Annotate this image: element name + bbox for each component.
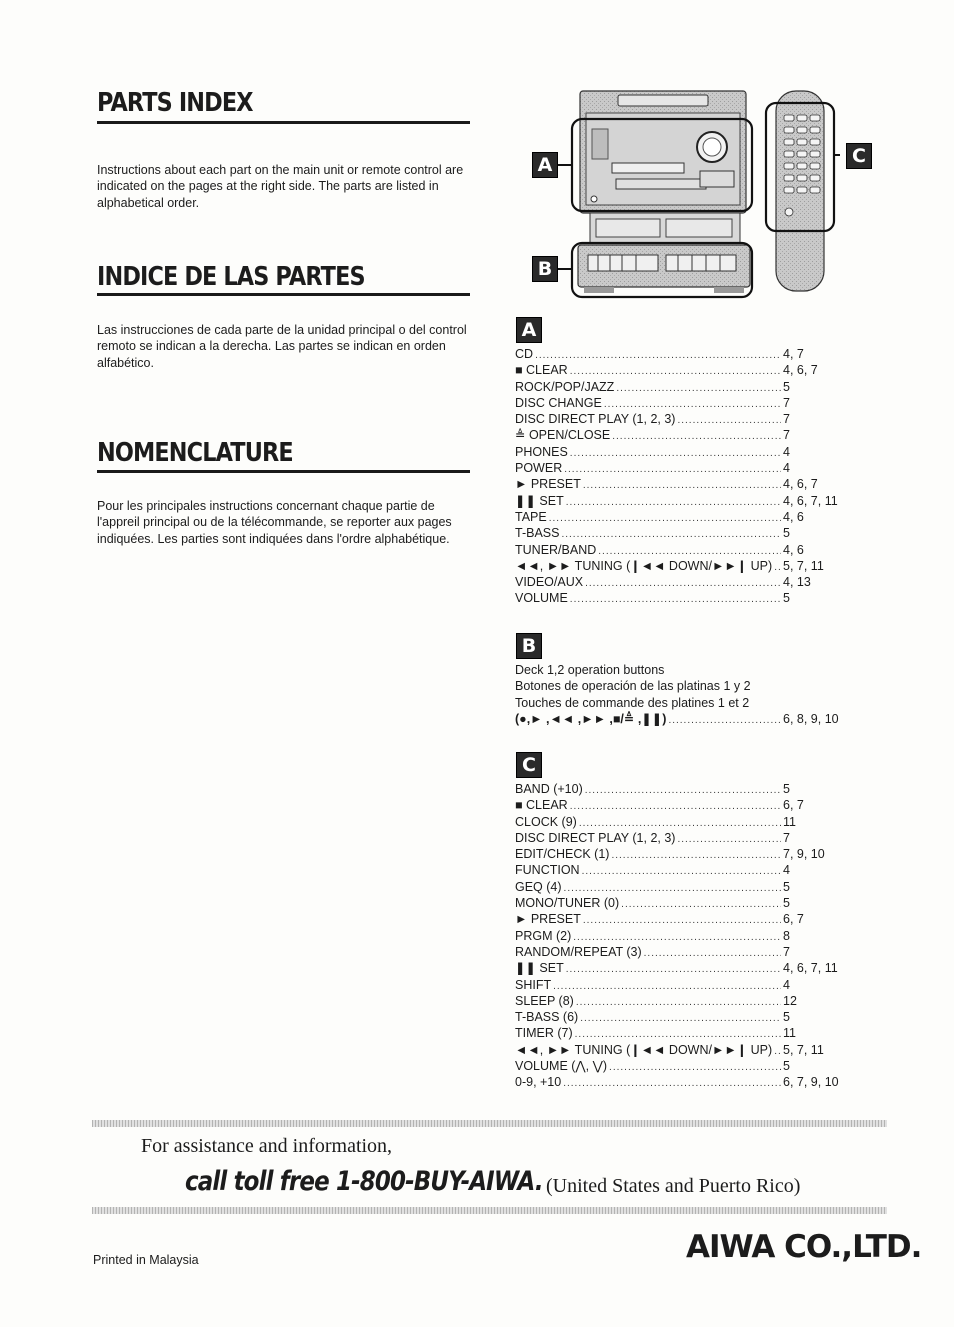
item-label: T-BASS (6)	[515, 1010, 579, 1025]
list-item	[515, 460, 845, 476]
item-pages: 5	[783, 1010, 790, 1025]
main-unit-drawing	[578, 91, 750, 293]
item-label: VOLUME (⋀, ⋁)	[515, 1059, 608, 1074]
company-name: AIWA CO.,LTD.	[686, 1229, 922, 1265]
item-pages: 5, 7, 11	[783, 558, 824, 573]
item-label: ◄◄, ►► TUNING (❙◄◄ DOWN/►►❙ UP)	[515, 1042, 773, 1057]
list-item	[515, 977, 845, 993]
item-pages: 7, 9, 10	[783, 847, 825, 862]
item-pages: 11	[783, 1026, 796, 1041]
title-underline	[97, 470, 470, 473]
leader-dots	[585, 783, 781, 799]
item-pages: 4, 6	[783, 542, 804, 557]
leader-dots	[563, 1076, 781, 1092]
list-item	[515, 911, 845, 927]
deck-desc-es: Botones de operación de las platinas 1 y 2	[515, 679, 751, 694]
item-label: EDIT/CHECK (1)	[515, 847, 610, 862]
item-pages: 5	[783, 591, 790, 606]
item-label: DISC CHANGE	[515, 395, 602, 410]
item-label: ► PRESET	[515, 912, 581, 927]
leader-dots	[570, 446, 781, 462]
list-item	[515, 574, 845, 590]
item-label: VIDEO/AUX	[515, 575, 584, 590]
list-item	[515, 444, 845, 460]
list-item	[515, 1042, 845, 1058]
nomenclature-text: Pour les principales instructions concernant chaque partie de l'appreil principal ou de la télécommande, se reporter aux pages indiquées. Les parties sont indiquées dans l'ordre alphabétique.	[97, 499, 452, 546]
item-label: ROCK/POP/JAZZ	[515, 379, 615, 394]
list-item	[515, 411, 845, 427]
callout-b: B	[532, 256, 558, 282]
list-item	[515, 542, 845, 558]
leader-dots	[677, 413, 781, 429]
item-pages: 5	[783, 526, 790, 541]
item-label: PRGM (2)	[515, 928, 572, 943]
leader-dots	[644, 946, 781, 962]
leader-dots	[583, 478, 781, 494]
item-label: DISC DIRECT PLAY (1, 2, 3)	[515, 412, 676, 427]
list-item	[515, 1009, 845, 1025]
deck-desc-fr: Touches de commande des platines 1 et 2	[515, 695, 750, 710]
callout-c: C	[846, 143, 872, 169]
item-label: CLOCK (9)	[515, 814, 577, 829]
remote-control-drawing	[776, 91, 824, 291]
item-label: SHIFT	[515, 977, 552, 992]
section-b-badge: B	[516, 633, 542, 659]
item-pages: 5, 7, 11	[783, 1042, 824, 1057]
item-pages: 6, 7, 9, 10	[783, 1075, 839, 1090]
toll-free-number: call toll free 1-800-BUY-AIWA.	[185, 1166, 543, 1197]
item-pages: 12	[783, 993, 797, 1008]
item-label: PHONES	[515, 444, 568, 459]
list-item	[515, 1025, 845, 1041]
title-underline	[97, 293, 470, 296]
item-pages: 4, 6, 7, 11	[783, 493, 838, 508]
leader-dots	[564, 462, 781, 478]
item-pages: 4, 7	[783, 347, 804, 361]
list-item	[515, 509, 845, 525]
leader-dots	[580, 1011, 781, 1027]
list-item	[515, 476, 845, 492]
list-item	[515, 814, 845, 830]
item-pages: 4	[783, 977, 790, 992]
item-label: TAPE	[515, 509, 547, 524]
list-item	[515, 346, 845, 362]
item-pages: 5	[783, 782, 790, 796]
list-item	[515, 362, 845, 378]
item-pages: 5	[783, 1059, 790, 1074]
leader-dots	[576, 995, 781, 1011]
leader-dots	[611, 848, 781, 864]
parts-index-text: Instructions about each part on the main unit or remote control are indicated on the pages at the right side. The parts are listed in alphabetical order.	[97, 163, 464, 210]
indice-title: INDICE DE LAS PARTES	[97, 262, 365, 292]
leader-dots	[570, 592, 781, 608]
list-item	[515, 590, 845, 606]
leader-dots	[774, 1044, 781, 1060]
list-item	[515, 830, 845, 846]
section-a-badge: A	[516, 317, 542, 343]
item-label: ► PRESET	[515, 477, 581, 492]
item-pages: 4	[783, 863, 790, 878]
item-pages: 8	[783, 928, 790, 943]
list-item	[515, 427, 845, 443]
item-pages: 7	[783, 412, 790, 427]
item-pages: 7	[783, 944, 790, 959]
item-label: ◄◄, ►► TUNING (❙◄◄ DOWN/►►❙ UP)	[515, 558, 773, 573]
item-pages: 11	[783, 814, 796, 829]
region-note: (United States and Puerto Rico)	[546, 1175, 801, 1197]
item-pages: 5	[783, 896, 790, 911]
item-label: ■ CLEAR	[515, 363, 568, 378]
item-label: MONO/TUNER (0)	[515, 896, 620, 911]
index-b-list	[515, 662, 845, 727]
list-item	[515, 525, 845, 541]
leader-dots	[609, 1060, 781, 1076]
list-item	[515, 1058, 845, 1074]
item-pages: 4, 6	[783, 509, 804, 524]
leader-dots	[566, 495, 781, 511]
item-label: ❚❚ SET	[515, 961, 564, 976]
leader-dots	[566, 962, 781, 978]
list-item	[515, 846, 845, 862]
item-label: ❚❚ SET	[515, 493, 564, 508]
item-pages: 6, 7	[783, 912, 804, 927]
item-pages: 4, 6, 7	[783, 363, 818, 378]
list-item	[515, 558, 845, 574]
item-pages: 6, 8, 9, 10	[783, 711, 839, 726]
item-label: POWER	[515, 461, 563, 476]
list-item	[515, 379, 845, 395]
leader-dots	[570, 799, 781, 815]
leader-dots	[612, 429, 781, 445]
item-pages: 7	[783, 395, 790, 410]
footer-stripe	[92, 1120, 887, 1127]
item-label: VOLUME	[515, 591, 568, 606]
item-label: ≜ OPEN/CLOSE	[515, 428, 611, 443]
indice-text: Las instrucciones de cada parte de la unidad principal o del control remoto se indican a la derecha. Las partes se indican en orden alfabético.	[97, 323, 467, 370]
leader-dots	[549, 511, 781, 527]
leader-dots	[553, 979, 781, 995]
list-item	[515, 711, 845, 727]
nomenclature-title: NOMENCLATURE	[97, 438, 293, 468]
item-label: SLEEP (8)	[515, 993, 574, 1008]
list-item	[515, 862, 845, 878]
list-item	[515, 395, 845, 411]
list-item	[515, 993, 845, 1009]
list-item	[515, 928, 845, 944]
item-pages: 4	[783, 461, 790, 476]
leader-dots	[621, 897, 781, 913]
leader-dots	[583, 913, 781, 929]
item-label: TUNER/BAND	[515, 542, 597, 557]
title-underline	[97, 121, 470, 124]
deck-desc-en: Deck 1,2 operation buttons	[515, 663, 665, 677]
leader-dots	[582, 864, 781, 880]
assistance-text: For assistance and information,	[141, 1135, 393, 1157]
item-label: CD	[515, 347, 534, 361]
list-item	[515, 944, 845, 960]
item-pages: 4, 13	[783, 575, 811, 590]
printed-in: Printed in Malaysia	[93, 1253, 199, 1267]
leader-dots	[668, 713, 781, 729]
footer-stripe	[92, 1207, 887, 1214]
callout-a: A	[532, 152, 558, 178]
item-label: GEQ (4)	[515, 879, 562, 894]
list-item	[515, 895, 845, 911]
item-label: FUNCTION	[515, 863, 580, 878]
item-pages: 7	[783, 428, 790, 443]
item-label: ■ CLEAR	[515, 798, 568, 813]
item-pages: 4	[783, 444, 790, 459]
leader-dots	[616, 381, 781, 397]
item-pages: 5	[783, 879, 790, 894]
item-pages: 6, 7	[783, 798, 804, 813]
item-label: TIMER (7)	[515, 1026, 573, 1041]
list-item	[515, 493, 845, 509]
leader-dots	[535, 348, 781, 364]
list-item	[515, 1074, 845, 1090]
item-label: (●,► ,◄◄ ,►► ,■/≜ ,❚❚)	[515, 711, 667, 726]
item-label: RANDOM/REPEAT (3)	[515, 944, 642, 959]
item-label: BAND (+10)	[515, 782, 583, 796]
item-pages: 7	[783, 830, 790, 845]
item-pages: 4, 6, 7	[783, 477, 818, 492]
list-item	[515, 797, 845, 813]
parts-index-title: PARTS INDEX	[97, 88, 253, 118]
list-item	[515, 879, 845, 895]
item-pages: 5	[783, 379, 790, 394]
index-c-list	[515, 781, 845, 1091]
item-label: 0-9, +10	[515, 1075, 562, 1090]
list-item	[515, 960, 845, 976]
leader-dots	[677, 832, 781, 848]
section-c-badge: C	[516, 752, 542, 778]
item-pages: 4, 6, 7, 11	[783, 961, 838, 976]
leader-dots	[774, 560, 781, 576]
item-label: DISC DIRECT PLAY (1, 2, 3)	[515, 830, 676, 845]
leader-dots	[585, 576, 781, 592]
item-label: T-BASS	[515, 526, 560, 541]
list-item	[515, 781, 845, 797]
index-a-list	[515, 346, 845, 607]
